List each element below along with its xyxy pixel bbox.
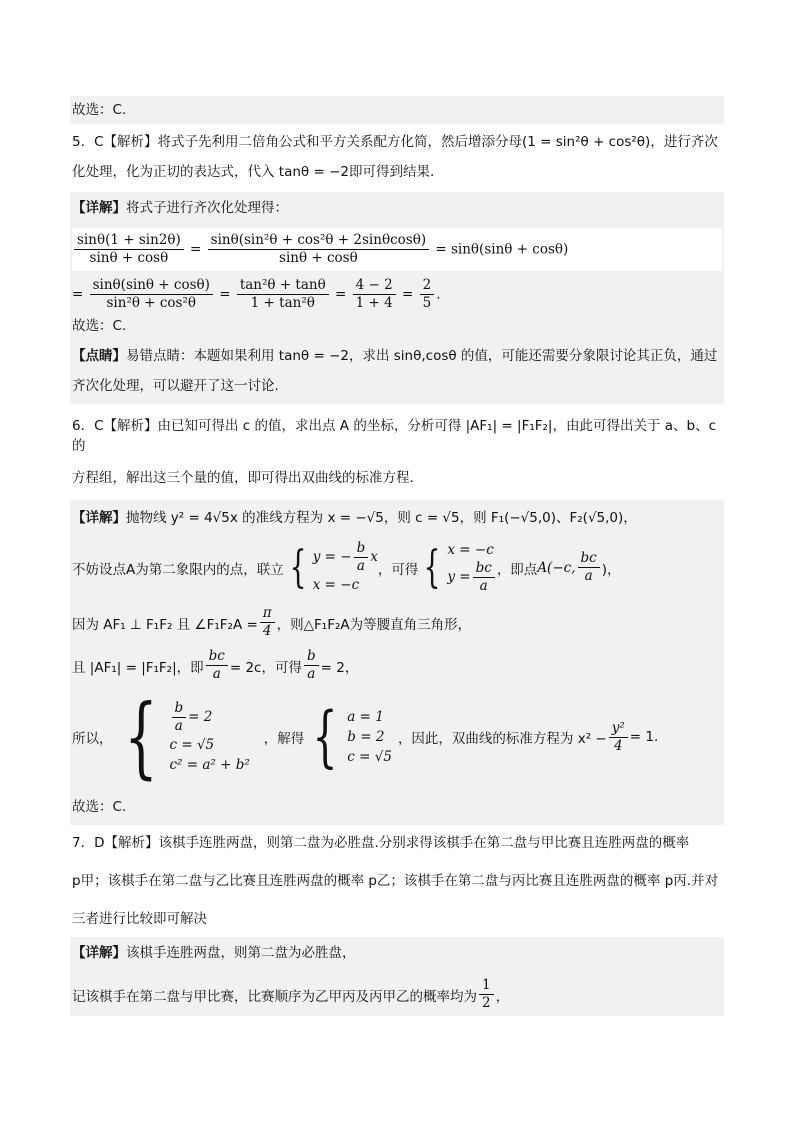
q6-system-4	[347, 707, 392, 767]
q5-equation-2: = $\frac{\sin\theta(\sin\theta + \cos\theta)}{\text{sin²θ + cos²θ}}$ = $\frac{\text{tan²θ + tanθ}}{\text{1 + tan²θ}}$ = $\frac{4 - 2}{1 + 4}$ = $\frac{2}{5}$ .	[72, 277, 441, 311]
q5-eq2-c-den: 1 + 4	[355, 295, 393, 311]
q7-head2: p甲；该棋手在第二盘与乙比赛且连胜两盘的概率 p乙；该棋手在第二盘与丙比赛且连胜两盘的概率 p丙.并对	[72, 873, 719, 889]
q5-head: 5．C【解析】将式子先利用二倍角公式和平方关系配方化简，然后增添分母(1 = sin²θ + cos²θ)，进行齐次	[72, 134, 718, 150]
q5-eq2-b-num: tan²θ + tanθ	[237, 277, 329, 295]
q5-choice: 故选：C.	[72, 318, 127, 334]
q6-line-2: 不妨设点A为第二象限内的点，联立 { y = − $\frac{b}{a}$ x x = −c ，可得 { x = −c y = $\frac{bc}{a}$ ，即点 A(−c, $\frac{bc}{a}$ )，	[72, 540, 621, 594]
q6-choice: 故选：C.	[72, 799, 127, 815]
document-page	[70, 96, 724, 1016]
q6-sys1-r1: y = −	[312, 549, 352, 565]
q6-sys4-r1: a = 1	[347, 709, 384, 725]
q5-eq2-c-num: 4 − 2	[353, 277, 396, 295]
q6-sys3-num: b	[172, 700, 187, 718]
q5-tip-text2: 齐次化处理，可以避开了这一讨论.	[72, 378, 279, 394]
q6-head: 6．C【解析】由已知可得出 c 的值，求出点 A 的坐标，分析可得 |AF₁| = |F₁F₂|，由此可得出关于 a、b、c 的	[72, 418, 717, 454]
q6-sys2-num: bc	[473, 560, 495, 578]
q6-l4-den: a	[212, 666, 221, 682]
q5-eq1-left-num: sinθ(1 + sin2θ)	[74, 232, 184, 250]
q5-equation-1: $\frac{\sin\theta(1 + \sin 2\theta)}{\sin\theta + \cos\theta}$ = $\frac{\text{sinθ(sin²θ + cos²θ + 2sinθcosθ)}}{\sin\theta + \cos\theta}$ = sinθ(sinθ + cosθ)	[72, 228, 722, 271]
q6-l5-b: ，解得	[263, 731, 305, 747]
q6-sys2-r1: x = −c	[447, 542, 494, 558]
q6-detail-text: 抛物线 y² = 4√5x 的准线方程为 x = −√5，则 c = √5，则 F₁(−√5,0)、F₂(√5,0)，	[126, 510, 637, 526]
q7-detail	[70, 937, 724, 1016]
q5-detail-text: 将式子进行齐次化处理得：	[126, 200, 288, 216]
q6-l4-a: 且 |AF₁| = |F₁F₂|，即	[72, 659, 204, 676]
q6-l5-c: ，因此，双曲线的标准方程为 x² −	[397, 731, 607, 747]
q7-l2-den: 2	[482, 995, 491, 1011]
q6-l3-num: π	[260, 605, 275, 623]
q7-head3: 三者进行比较即可解决	[72, 911, 207, 927]
q6-sys2-den: a	[479, 578, 488, 594]
q5-eq1-mid-den: sinθ + cosθ	[279, 250, 358, 266]
q6-sys3-tail: = 2	[188, 708, 213, 725]
q6-sys2-r2: y =	[447, 569, 471, 585]
q6-sys1-den: a	[356, 558, 365, 574]
q6-line-4	[72, 648, 722, 683]
q7-detail-text: 该棋手连胜两盘，则第二盘为必胜盘，	[126, 945, 356, 961]
q6-l5-den: 4	[613, 737, 623, 754]
q6-l3-den: 4	[262, 623, 272, 639]
q6-sys1-num: b	[354, 540, 369, 558]
q5-eq1-mid-num: sinθ(sin²θ + cos²θ + 2sinθcosθ)	[208, 232, 429, 250]
q6-detail	[70, 500, 724, 825]
q6-sys3-r3: c² = a² + b²	[169, 756, 250, 773]
q5-tip	[72, 338, 722, 368]
q6-l5-d: = 1.	[629, 729, 659, 745]
q7-head: 7．D【解析】该棋手连胜两盘，则第二盘为必胜盘.分别求得该棋手在第二盘与甲比赛且连胜两盘的概率	[72, 835, 690, 851]
q6-sys1-tail: x	[370, 549, 378, 565]
q6-l3-a: 因为 AF₁ ⊥ F₁F₂ 且 ∠F₁F₂A =	[72, 616, 258, 633]
q7-l2-num: 1	[479, 977, 494, 995]
q6-l2-a: 不妨设点A为第二象限内的点，联立	[72, 561, 284, 578]
q5-detail-label: 【详解】	[72, 200, 126, 216]
q5-eq2-b-den: 1 + tan²θ	[250, 295, 315, 311]
q7-line-2	[72, 977, 722, 1012]
q6-l5-a: 所以，	[72, 731, 113, 747]
q6-detail-label: 【详解】	[72, 510, 126, 526]
q6-sys3-den: a	[174, 717, 183, 734]
q7-analysis	[70, 831, 724, 931]
q6-sys1-r2: x = −c	[312, 577, 360, 593]
q6-l4-num: bc	[206, 648, 228, 666]
q6-l4-c: = 2，	[320, 659, 359, 676]
q5-detail	[70, 192, 724, 404]
q5-analysis	[70, 128, 724, 186]
q7-l2: 记该棋手在第二盘与甲比赛，比赛顺序为乙甲丙及丙甲乙的概率均为	[72, 988, 477, 1005]
q7-detail-label: 【详解】	[72, 945, 126, 961]
q6-line-3	[72, 605, 722, 640]
q6-l5-num: y²	[609, 720, 628, 738]
q6-line-5: 所以， { $\frac{b}{a}$ = 2 c = √5 c² = a² + b² ，解得 { a = 1 b = 2 c = √5 ，因此，双曲线的标准方程为 x² − $\frac{\text{y²}}{4}$ = 1.	[72, 685, 659, 788]
q6-sys3-r2: c = √5	[169, 736, 215, 753]
q6-system-1	[313, 540, 378, 595]
q6-point-a: A(−c,	[537, 559, 576, 576]
q6-l3-b: ，则△F₁F₂A为等腰直角三角形，	[276, 616, 472, 633]
q6-analysis	[70, 412, 724, 492]
q6-l2-b: ，可得	[377, 561, 419, 578]
q4-choice: 故选：C.	[72, 102, 127, 118]
q7-l2-tail: ，	[495, 988, 510, 1005]
q6-system-2	[447, 540, 496, 595]
q6-l4-num2: b	[304, 648, 319, 666]
q6-l2-c: ，即点	[496, 561, 538, 578]
q6-head2: 方程组，解出这三个量的值，即可得出双曲线的标准方程.	[72, 470, 414, 486]
q5-eq1-left-den: sinθ + cosθ	[89, 250, 169, 266]
q5-head2: 化处理，化为正切的表达式，代入 tanθ = −2即可得到结果．	[72, 164, 444, 180]
q6-point-a-num: bc	[578, 550, 600, 568]
q5-eq1-right: = sinθ(sinθ + cosθ)	[435, 241, 569, 258]
q5-tip-label: 【点睛】	[72, 348, 126, 364]
q6-l4-b: = 2c，可得	[229, 659, 302, 676]
q6-sys4-r2: b = 2	[347, 729, 385, 745]
q6-sys4-r3: c = √5	[347, 749, 392, 765]
q5-eq2-d-den: 5	[422, 295, 432, 311]
q5-tip-text: 易错点睛：本题如果利用 tanθ = −2，求出 sinθ,cosθ 的值，可能还需要分象限讨论其正负，通过	[126, 348, 718, 364]
q6-l4-den2: a	[307, 666, 316, 682]
q5-eq2-a-den: sin²θ + cos²θ	[106, 295, 197, 311]
q6-point-a-den: a	[584, 568, 593, 584]
q5-eq2-a-num: sinθ(sinθ + cosθ)	[90, 277, 213, 295]
q4-conclusion	[70, 96, 724, 124]
q6-system-3	[170, 700, 250, 775]
q6-point-a-tail: )，	[601, 561, 621, 578]
q5-eq2-d-num: 2	[420, 277, 435, 295]
